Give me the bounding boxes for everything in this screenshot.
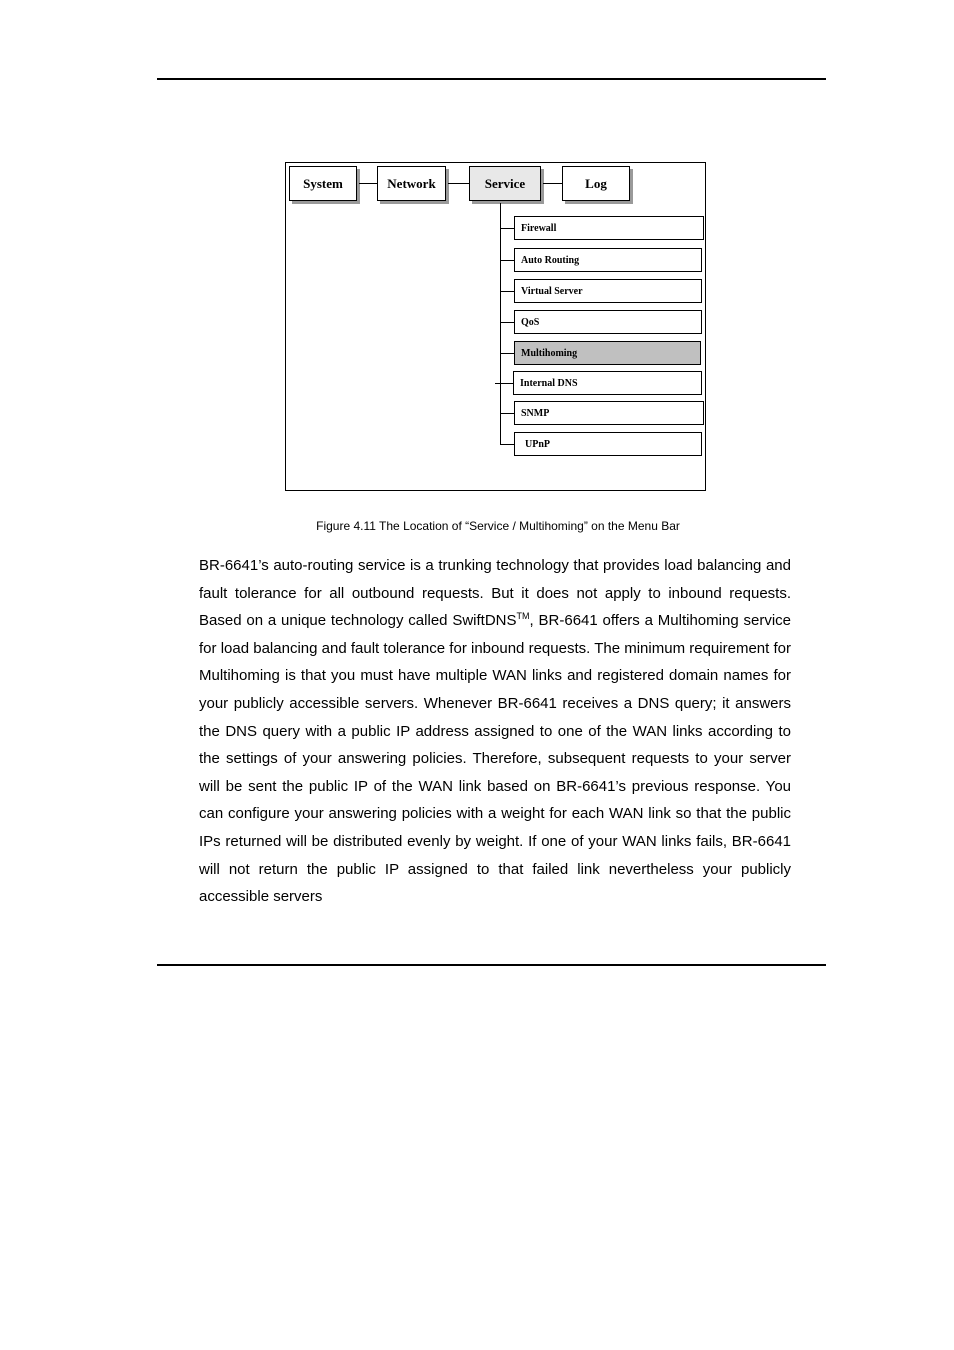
branch-line	[500, 353, 514, 354]
connector-line	[359, 183, 377, 184]
submenu-virtual-server: Virtual Server	[514, 279, 702, 303]
connector-line	[543, 183, 562, 184]
figure-caption: Figure 4.11 The Location of “Service / Multihoming” on the Menu Bar	[316, 519, 680, 533]
tree-trunk-line	[500, 203, 501, 445]
trademark-superscript: TM	[516, 611, 530, 622]
submenu-qos: QoS	[514, 310, 702, 334]
paragraph-text-part2: , BR-6641 offers a Multihoming service for load balancing and fault tolerance for inbound requests. The minimum requirement for Multihoming is that you must have multiple WAN links and registered domain names for your publicly accessible servers. Whenever BR-6641 receives a DNS query; it answers the DNS query with a public IP address assigned to one of the WAN links according to the settings of your answering policies. Therefore, subsequent requests to your server will be sent the public IP of the WAN link based on BR-6641’s previous response. You can configure your answering policies with a weight for each WAN link so that the public IPs returned will be distributed evenly by weight. If one of your WAN links fails, BR-6641 will not return the public IP assigned to that failed link nevertheless your publicly accessible servers	[199, 612, 792, 906]
menu-service: Service	[469, 166, 541, 201]
branch-line	[500, 413, 514, 414]
branch-line	[500, 260, 514, 261]
submenu-internal-dns: Internal DNS	[513, 371, 702, 395]
submenu-upnp: UPnP	[514, 432, 702, 456]
submenu-multihoming: Multihoming	[514, 341, 701, 365]
footer-rule	[157, 964, 826, 966]
body-paragraph	[199, 552, 791, 911]
paragraph-text-part1: BR-6641’s auto-routing service is a trunking technology that provides load balancing and fault tolerance for all outbound requests. But it does not apply to inbound requests. Based on a unique technology called SwiftDNS	[199, 557, 791, 630]
menu-system: System	[289, 166, 357, 201]
branch-line	[500, 291, 514, 292]
header-rule	[157, 78, 826, 80]
menu-diagram	[285, 162, 706, 491]
branch-line	[500, 444, 514, 445]
branch-line	[500, 322, 514, 323]
submenu-snmp: SNMP	[514, 401, 704, 425]
submenu-firewall: Firewall	[514, 216, 704, 240]
menu-network: Network	[377, 166, 446, 201]
submenu-auto-routing: Auto Routing	[514, 248, 702, 272]
branch-line	[500, 228, 514, 229]
branch-line	[495, 383, 514, 384]
menu-log: Log	[562, 166, 630, 201]
connector-line	[448, 183, 469, 184]
